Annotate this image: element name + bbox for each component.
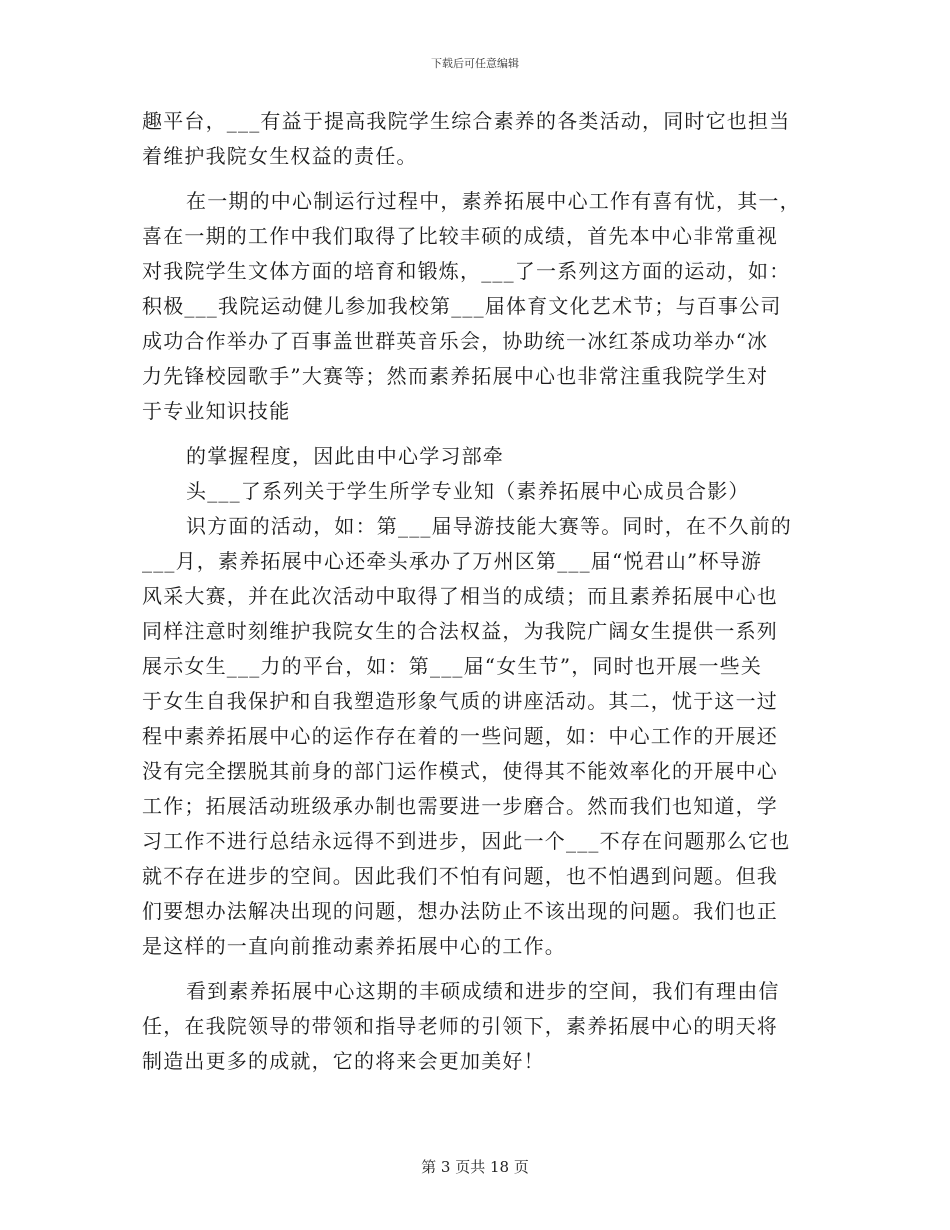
text-line: 没有完全摆脱其前身的部门运作模式，使得其不能效率化的开展中心 (142, 759, 778, 783)
text-line: 们要想办法解决出现的问题，想办法防止不该出现的问题。我们也正 (142, 899, 778, 923)
text-line: 积极___我院运动健儿参加我校第___届体育文化艺术节；与百事公司 (142, 294, 782, 318)
text-line: 就不存在进步的空间。因此我们不怕有问题，也不怕遇到问题。但我 (142, 864, 778, 888)
document-body (142, 104, 812, 1079)
text-line: 喜在一期的工作中我们取得了比较丰硕的成绩，首先本中心非常重视 (142, 224, 778, 248)
text-line: 展示女生___力的平台，如：第___届“女生节”，同时也开展一些关 (142, 654, 763, 678)
text-line: 在一期的中心制运行过程中，素养拓展中心工作有喜有忧，其一， (186, 189, 801, 213)
text-line: 成功合作举办了百事盖世群英音乐会，协助统一冰红茶成功举办“冰 (142, 329, 769, 353)
text-line: 风采大赛，并在此次活动中取得了相当的成绩；而且素养拓展中心也 (142, 584, 778, 608)
text-line: 同样注意时刻维护我院女生的合法权益，为我院广阔女生提供一系列 (142, 619, 778, 643)
text-line: 的掌握程度，因此由中心学习部牵 (186, 444, 504, 468)
page-header: 下载后可任意编辑 (431, 57, 519, 70)
text-line: ___月，素养拓展中心还牵头承办了万州区第___届“悦君山”杯导游 (142, 549, 763, 573)
text-line: 着维护我院女生权益的责任。 (142, 144, 418, 168)
text-line: 力先锋校园歌手”大赛等；然而素养拓展中心也非常注重我院学生对 (142, 364, 769, 388)
text-line: 对我院学生文体方面的培育和锻炼，___了一系列这方面的运动，如： (142, 259, 791, 283)
text-line: 头___了系列关于学生所学专业知（素养拓展中心成员合影） (186, 479, 750, 503)
text-line: 程中素养拓展中心的运作存在着的一些问题，如：中心工作的开展还 (142, 724, 778, 748)
text-line: 工作；拓展活动班级承办制也需要进一步磨合。然而我们也知道，学 (142, 794, 778, 818)
text-line: 任，在我院领导的带领和指导老师的引领下，素养拓展中心的明天将 (142, 1014, 778, 1038)
text-line: 识方面的活动，如：第___届导游技能大赛等。同时，在不久前的 (186, 514, 792, 538)
text-line: 趣平台，___有益于提高我院学生综合素养的各类活动，同时它也担当 (142, 109, 791, 133)
page-footer: 第 3 页共 18 页 (421, 1158, 529, 1176)
text-line: 制造出更多的成就，它的将来会更加美好！ (142, 1049, 545, 1073)
text-line: 看到素养拓展中心这期的丰硕成绩和进步的空间，我们有理由信 (186, 979, 780, 1003)
text-line: 于女生自我保护和自我塑造形象气质的讲座活动。其二，忧于这一过 (142, 689, 778, 713)
text-line: 习工作不进行总结永远得不到进步，因此一个___不存在问题那么它也 (142, 829, 791, 853)
text-line: 于专业知识技能 (142, 399, 291, 423)
text-line: 是这样的一直向前推动素养拓展中心的工作。 (142, 934, 566, 958)
